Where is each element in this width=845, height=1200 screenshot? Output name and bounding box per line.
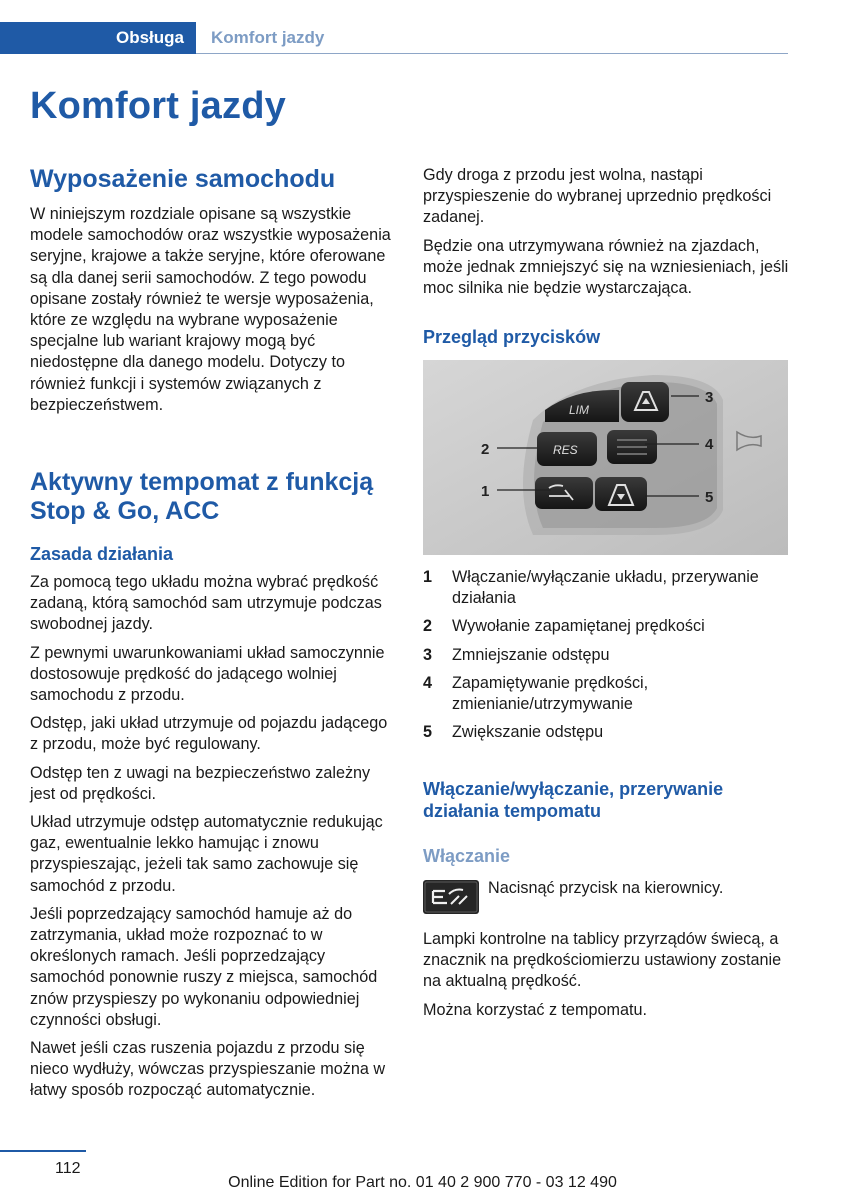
heading-switch-on: Włączanie: [423, 846, 511, 866]
header-section-label: Komfort jazdy: [211, 28, 325, 47]
press-button-instruction: Nacisnąć przycisk na kierownicy.: [488, 879, 724, 897]
header-divider: [196, 53, 788, 54]
buttons-legend: [423, 567, 789, 750]
paragraph-principle-6: Jeśli poprzedzający samochód hamuje aż do zatrzymania, układ może rozpoznać to w określonych ramach. Jeśli poprzedzający samochód ponownie ruszy z miejsca, samochód znów przyspieszy po wykonaniu odpowiedniej czynności obsługi.: [30, 904, 378, 1029]
paragraph-principle-4: Odstęp ten z uwagi na bezpieczeństwo zależny jest od prędkości.: [30, 763, 371, 803]
legend-number: 1: [423, 568, 433, 586]
heading-buttons-overview: Przegląd przycisków: [423, 327, 601, 347]
callout-1: 1: [481, 483, 490, 500]
legend-text: Zwiększanie odstępu: [452, 723, 604, 742]
paragraph-principle-5: Układ utrzymuje odstęp automatycznie redukując gaz, ewentualnie lekko hamując i znowu przyspieszając, jeżeli tak samo zachowuje się samochód z przodu.: [30, 813, 383, 895]
legend-item: [423, 567, 789, 609]
heading-equipment: Wyposażenie samochodu: [30, 165, 336, 193]
legend-number: 2: [423, 617, 433, 636]
legend-number: 5: [423, 723, 433, 742]
callout-2: 2: [481, 441, 490, 458]
heading-onoff: Włączanie/wyłączanie, przerywanie działania tempomatu: [423, 779, 724, 821]
paragraph-principle-1: Za pomocą tego układu można wybrać prędkość zadaną, którą samochód sam utrzymuje podczas swobodnej jazdy.: [30, 573, 382, 634]
legend-item: [423, 673, 789, 715]
header-tab-label: Obsługa: [115, 28, 184, 47]
paragraph-right-4: Można korzystać z tempomatu.: [423, 1000, 648, 1019]
callout-4: 4: [705, 436, 714, 453]
right-closing-text: [423, 929, 789, 1028]
legend-list: [423, 567, 789, 743]
acc-onoff-button: [535, 477, 593, 509]
paragraph-principle-2: Z pewnymi uwarunkowaniami układ samoczynnie dostosowuje prędkość do jadącego wolniej samochodu z przodu.: [30, 643, 385, 705]
paragraph-principle-3: Odstęp, jaki układ utrzymuje od pojazdu jadącego z przodu, może być regulowany.: [30, 714, 388, 754]
acc-button-icon: [423, 880, 479, 914]
page-title: Komfort jazdy: [30, 85, 286, 127]
legend-item: [423, 616, 789, 637]
principle-body: [30, 572, 396, 1109]
footer-divider: [0, 1150, 86, 1152]
legend-text: Zmniejszanie odstępu: [452, 645, 610, 664]
legend-text: Wywołanie zapamiętanej prędkości: [452, 617, 705, 636]
legend-item: [423, 645, 789, 666]
paragraph-right-1: Gdy droga z przodu jest wolna, nastąpi przyspieszenie do wybranej uprzednio prędkości zadanej.: [423, 166, 772, 227]
paragraph-equipment: W niniejszym rozdziale opisane są wszystkie modele samochodów oraz wszystkie wyposażenia seryjne, krajowe a także seryjne, które oferowane są dla danej serii samochodów. Z tego powodu opisane zostały również te wersje wyposażenia, które ze względu na wybrane wyposażenie specjalne lub wariant krajowy mogą być niedostępne dla danego modelu. Dotyczy to również funkcji i systemów związanych z bezpieczeństwem.: [30, 205, 391, 414]
footer-edition: Online Edition for Part no. 01 40 2 900 770 - 03 12 490: [228, 1174, 617, 1191]
legend-item: [423, 722, 789, 743]
paragraph-right-3: Lampki kontrolne na tablicy przyrządów świecą, a znacznik na prędkościomierzu ustawiony zostanie na aktualną prędkość.: [423, 930, 782, 991]
steering-buttons-figure: [423, 360, 788, 555]
callout-5: 5: [705, 489, 714, 506]
steering-buttons-illustration: [423, 360, 788, 555]
legend-number: 3: [423, 645, 433, 664]
res-label: RES: [553, 443, 578, 457]
legend-number: 4: [423, 673, 433, 692]
legend-text: Zapamiętywanie prędkości, zmienianie/utrzymywanie: [452, 673, 649, 714]
paragraph-principle-7: Nawet jeśli czas ruszenia pojazdu z przodu się nieco wydłuży, wówczas przyspieszanie można w łatwy sposób rozpocząć automatycznie.: [30, 1039, 386, 1100]
lim-label: LIM: [569, 403, 590, 417]
heading-principle: Zasada działania: [30, 544, 174, 564]
page-number: 112: [55, 1160, 81, 1177]
callout-3: 3: [705, 389, 714, 406]
right-intro: [423, 165, 789, 306]
heading-acc: Aktywny tempomat z funkcją Stop & Go, ACC: [30, 468, 374, 525]
paragraph-right-2: Będzie ona utrzymywana również na zjazdach, może jednak zmniejszyć się na wzniesieniach, jeśli moc silnika nie będzie wystarczająca.: [423, 236, 789, 298]
legend-text: Włączanie/wyłączanie układu, przerywanie działania: [452, 568, 759, 608]
